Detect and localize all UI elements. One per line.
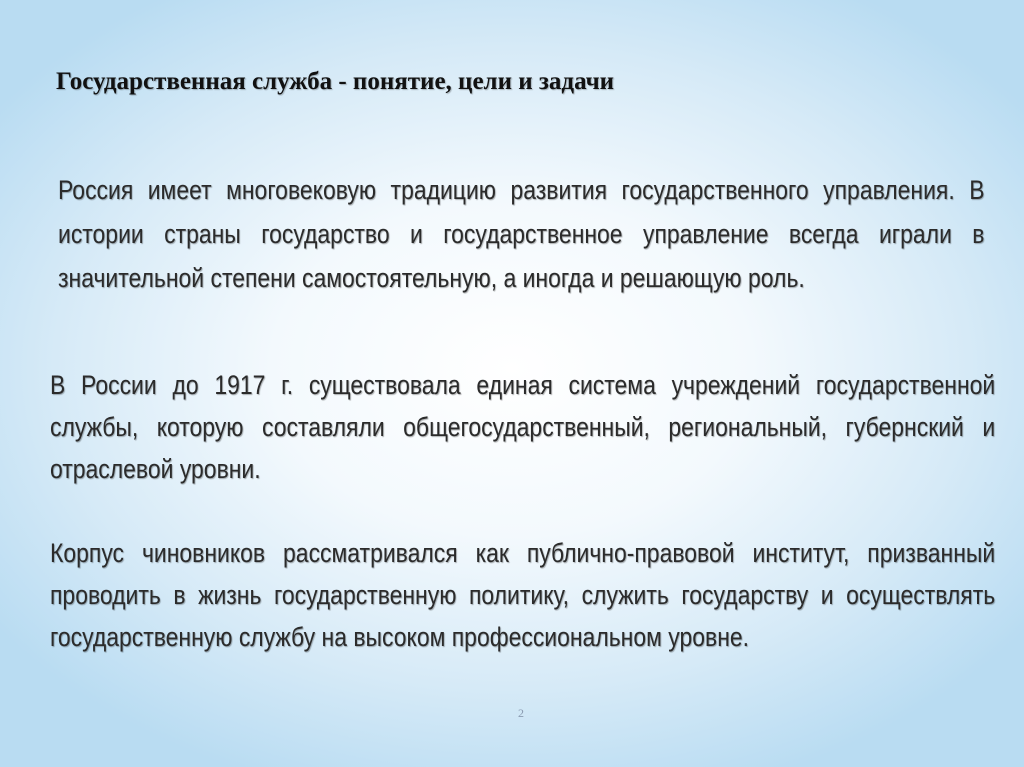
slide-title: Государственная служба - понятие, цели и задачи	[56, 68, 615, 95]
paragraph-system-before-1917: В России до 1917 г. существовала единая система учреждений государственной службы, которую составляли общегосударственный, региональный, губернский и отраслевой уровни.	[50, 370, 996, 484]
paragraph-tradition: Россия имеет многовековую традицию развития государственного управления. В истории страны государство и государственное управление всегда играли в значительной степени самостоятельную, а иногда и решающую роль.	[58, 175, 985, 293]
paragraph-officials-corps: Корпус чиновников рассматривался как публично-правовой институт, призванный проводить в жизнь государственную политику, служить государству и осуществлять государственную службу на высоком профессиональном уровне.	[50, 538, 996, 652]
slide-page-number: 2	[518, 706, 524, 720]
